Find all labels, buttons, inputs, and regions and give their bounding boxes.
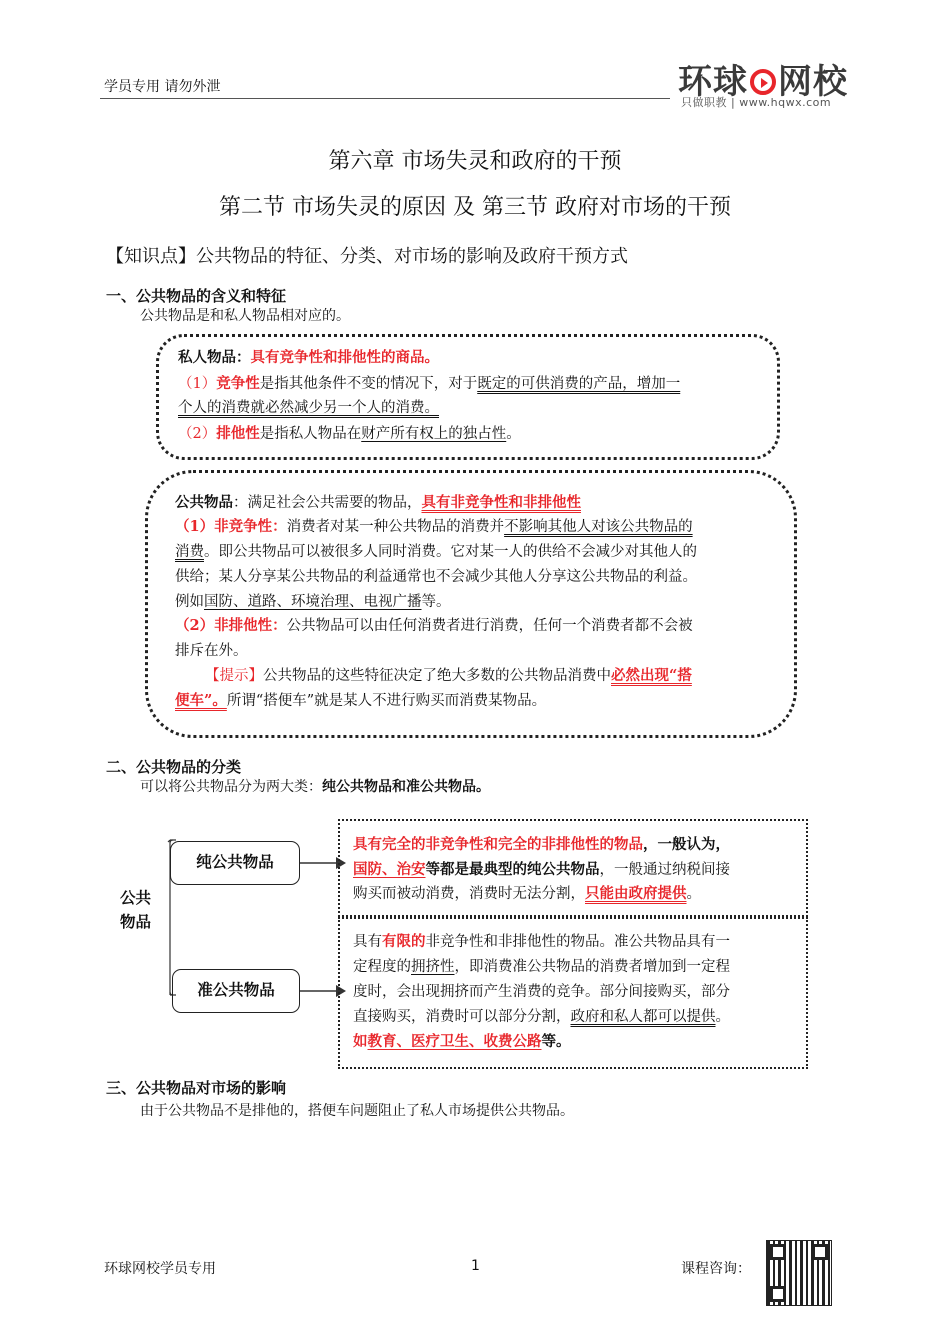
section-title: 第二节 市场失灵的原因 及 第三节 政府对市场的干预 xyxy=(219,195,731,220)
public-line-7: 排斥在外。 xyxy=(175,643,248,659)
private-line-1: 私人物品：具有竞争性和排他性的商品。 xyxy=(178,349,439,366)
footer-label: 环球网校学员专用 xyxy=(104,1261,216,1277)
public-line-6: （2）非排他性：公共物品可以由任何消费者进行消费，任何一个消费者都不会被 xyxy=(175,617,693,634)
logo-text-a: 环球 xyxy=(678,62,748,102)
public-line-4: 供给；某人分享某公共物品的利益通常也不会减少其他人分享这公共物品的利益。 xyxy=(175,569,697,585)
quasi-public-goods-node: 准公共物品 xyxy=(172,969,300,1013)
qr-code-icon[interactable] xyxy=(766,1240,832,1306)
public-line-2: （1）非竞争性：消费者对某一种公共物品的消费并不影响其他人对该公共物品的 xyxy=(175,518,693,535)
pure-line-3: 购买而被动消费，消费时无法分割，只能由政府提供。 xyxy=(353,885,701,902)
private-line-4: （2）排他性是指私人物品在财产所有权上的独占性。 xyxy=(178,425,521,442)
quasi-line-1: 具有有限的非竞争性和非排他性的物品。准公共物品具有一 xyxy=(353,933,730,950)
course-consult-label: 课程咨询： xyxy=(681,1261,751,1277)
pure-public-goods-node: 纯公共物品 xyxy=(170,841,300,885)
brand-slogan: 只做职教 | www.hqwx.com xyxy=(681,96,832,109)
section-3-heading: 三、公共物品对市场的影响 xyxy=(106,1079,287,1097)
public-line-9: 便车”。所谓“搭便车”就是某人不进行购买而消费某物品。 xyxy=(175,692,547,709)
quasi-line-3: 度时，会出现拥挤而产生消费的竞争。部分间接购买，部分 xyxy=(353,984,730,1000)
public-line-8: 【提示】公共物品的这些特征决定了绝大多数的公共物品消费中必然出现“搭 xyxy=(205,667,692,684)
section-2-intro: 可以将公共物品分为两大类：纯公共物品和准公共物品。 xyxy=(140,779,490,795)
quasi-line-4: 直接购买，消费时可以部分分割，政府和私人都可以提供。 xyxy=(353,1009,730,1025)
chapter-title: 第六章 市场失灵和政府的干预 xyxy=(328,149,622,174)
logo-text-b: 网校 xyxy=(778,62,848,102)
header-divider xyxy=(100,98,670,99)
root-node-label: 公共 物品 xyxy=(120,889,152,931)
private-line-3: 个人的消费就必然减少另一个人的消费。 xyxy=(178,400,439,416)
quasi-line-5: 如教育、医疗卫生、收费公路等。 xyxy=(353,1033,571,1050)
pure-line-2: 国防、治安等都是最典型的纯公共物品，一般通过纳税间接 xyxy=(353,861,730,878)
pure-line-1: 具有完全的非竞争性和完全的非排他性的物品，一般认为， xyxy=(353,836,730,853)
public-line-5: 例如国防、道路、环境治理、电视广播等。 xyxy=(175,594,451,610)
knowledge-point: 【知识点】公共物品的特征、分类、对市场的影响及政府干预方式 xyxy=(106,246,628,267)
section-3-text: 由于公共物品不是排他的，搭便车问题阻止了私人市场提供公共物品。 xyxy=(140,1103,574,1119)
section-2-heading: 二、公共物品的分类 xyxy=(106,758,242,776)
section-1-heading: 一、公共物品的含义和特征 xyxy=(106,287,287,305)
public-line-3: 消费。即公共物品可以被很多人同时消费。它对某一人的供给不会减少对其他人的 xyxy=(175,544,697,560)
quasi-line-2: 定程度的拥挤性，即消费准公共物品的消费者增加到一定程 xyxy=(353,959,730,975)
page-number: 1 xyxy=(471,1258,480,1274)
public-line-1: 公共物品：满足社会公共需要的物品，具有非竞争性和非排他性 xyxy=(175,494,581,511)
play-icon xyxy=(750,69,776,95)
private-line-2: （1）竞争性是指其他条件不变的情况下，对于既定的可供消费的产品，增加一 xyxy=(178,375,681,392)
section-1-intro: 公共物品是和私人物品相对应的。 xyxy=(140,308,350,324)
header-label: 学员专用 请勿外泄 xyxy=(104,79,221,95)
